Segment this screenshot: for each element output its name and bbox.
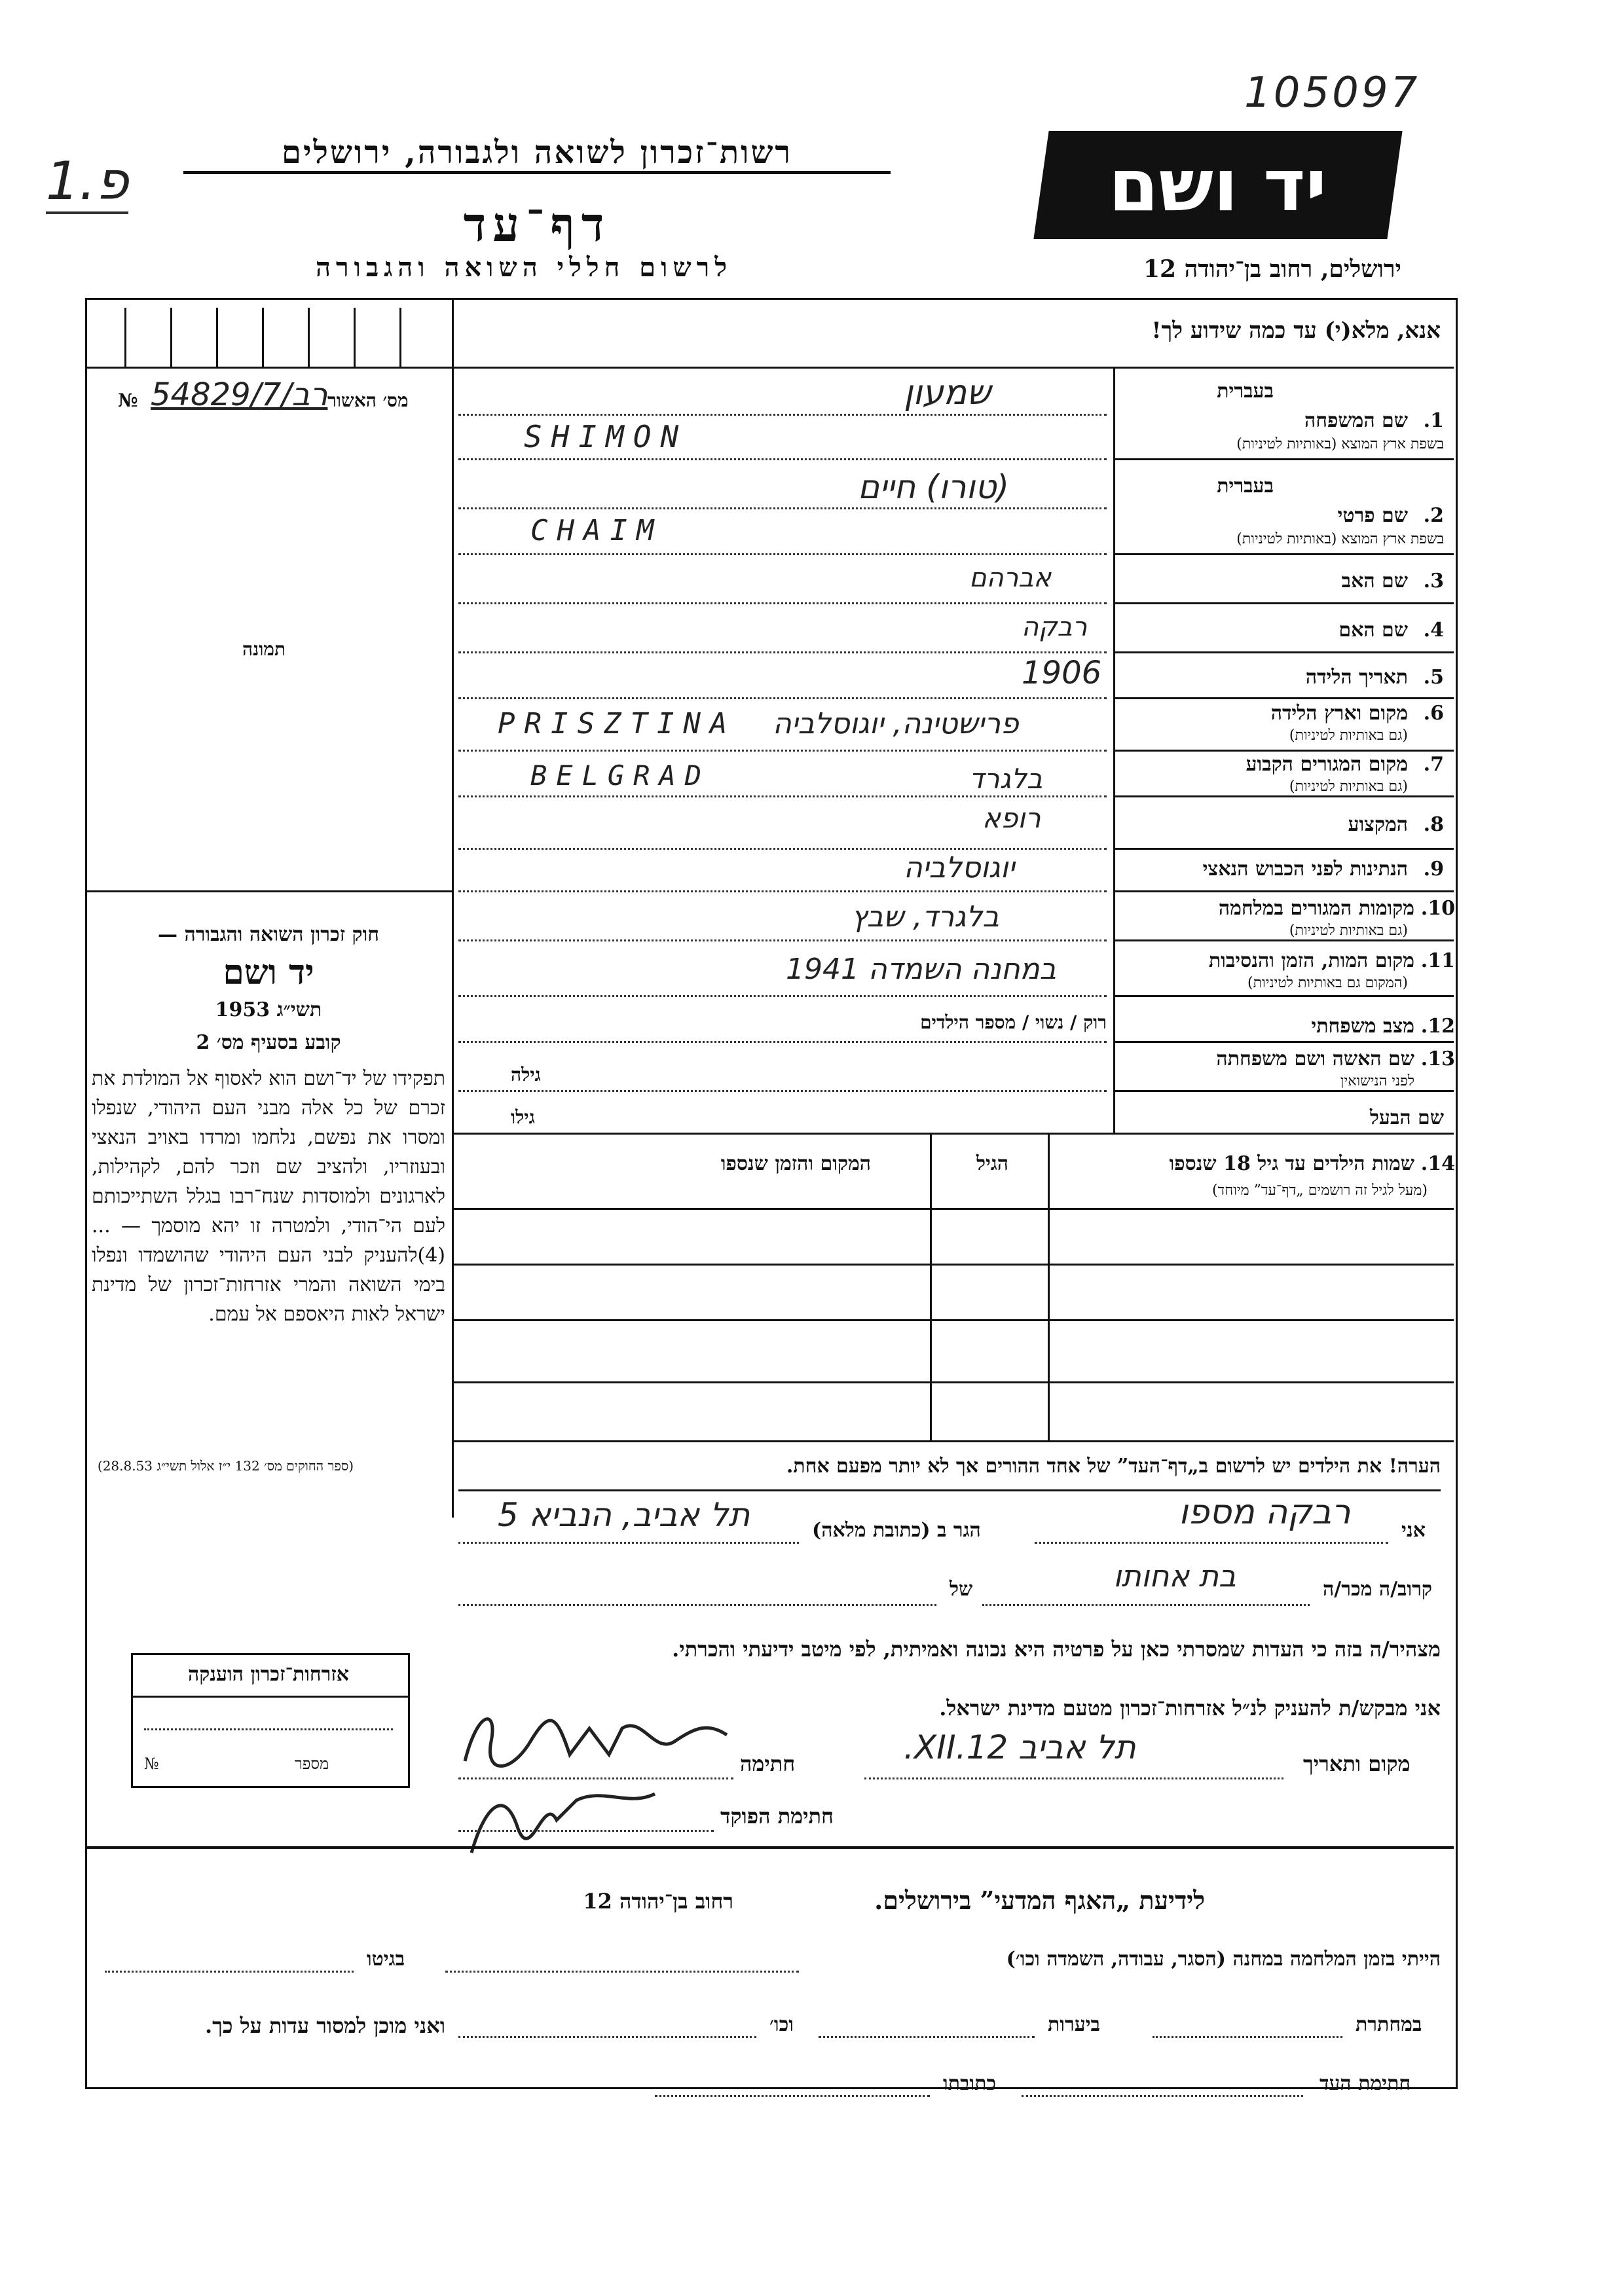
- field-8-value[interactable]: רופא: [982, 802, 1041, 834]
- field-10-label: מקומות המגורים במלחמה: [1218, 897, 1414, 920]
- husband-label: שם הבעל: [1369, 1106, 1444, 1129]
- field-1-heb-tag: בעברית: [1217, 380, 1274, 403]
- field-11-label: מקום המות, הזמן והנסיבות: [1208, 949, 1414, 972]
- field-1-label: שם המשפחה: [1304, 409, 1408, 432]
- field-7-sub: (גם באותיות לטיניות): [1289, 778, 1408, 795]
- field-13-num: 13.: [1420, 1048, 1455, 1070]
- archive-number: 105097: [1244, 69, 1420, 117]
- field-3-num: 3.: [1423, 570, 1444, 592]
- law-text: תפקידו של יד־ושם הוא לאסוף אל המולדת את זכרם של כל אלה מבני העם היהודי, שנפלו ומסרו את נפשם, נלחמו ומרדו באויב הנאצי ובעוזריו, ולהציב שם וזכר להם, לקהילות, לארגונים ולמוסדות שנח־רבו בגלל השתייכותם לעם הי־הודי, ולמטרה זו יהא מוסמך — ...(4)להעניק לבני העם היהודי שהושמדו ונפלו בימי השואה והמרי אזרחות־זכרון של מדינת ישראל לאות היאספם אל עמם.: [92, 1067, 445, 1326]
- declarant-relative-label: קרוב/ה מכר/ה: [1323, 1578, 1432, 1601]
- declarant-name[interactable]: רבקה מספו: [1179, 1493, 1351, 1532]
- declarant-address[interactable]: תל אביב, הנביא 5: [498, 1496, 750, 1534]
- field-2-label: שם פרטי: [1337, 504, 1408, 527]
- header-address: ירושלים, רחוב בן־יהודה 12: [1143, 255, 1401, 283]
- cert-value: 54829/רב/7: [151, 376, 328, 413]
- field-3-value[interactable]: אברהם: [969, 563, 1052, 593]
- field-2-heb-value[interactable]: (טורו) חיים: [858, 468, 1010, 506]
- yad-vashem-logo: [1033, 131, 1402, 239]
- law-title: חוק זכרון השואה והגבורה —: [158, 923, 379, 946]
- cert-label: מס׳ האשור: [327, 390, 409, 411]
- field-8-num: 8.: [1423, 813, 1444, 836]
- field-6-num: 6.: [1423, 702, 1444, 725]
- bottom-address: רחוב בן־יהודה 12: [583, 1889, 733, 1914]
- law-name: יד ושם: [223, 953, 314, 993]
- field-9-value[interactable]: יוגוסלביה: [904, 851, 1015, 884]
- children-sub: (מעל לגיל זה רושמים „דף־עד” מיוחד): [1212, 1182, 1428, 1199]
- field-12-num: 12.: [1420, 1015, 1455, 1038]
- law-clause: קובע בסעיף מס׳ 2: [196, 1031, 341, 1054]
- request-text: אני מבקש/ת להעניק לנ״ל אזרחות־זכרון מטעם מדינת ישראל.: [939, 1696, 1441, 1721]
- form-subtitle: לרשום חללי השואה והגבורה: [315, 252, 733, 283]
- bottom-line3-a: חתימת העד: [1320, 2072, 1411, 2095]
- children-num: 14.: [1420, 1152, 1455, 1175]
- field-3-label: שם האב: [1341, 570, 1408, 592]
- bottom-line2-b: ביערות: [1048, 2013, 1101, 2036]
- field-6-label: מקום וארץ הלידה: [1270, 702, 1408, 725]
- field-11-sub: (המקום גם באותיות לטיניות): [1247, 975, 1408, 991]
- field-10-sub: (גם באותיות לטיניות): [1289, 922, 1408, 939]
- field-13-label: שם האשה ושם משפחתה: [1216, 1048, 1414, 1070]
- field-6-value[interactable]: פרישטינה, יוגוסלביה: [773, 707, 1019, 740]
- bottom-line1-b: בגיטו: [367, 1948, 405, 1971]
- field-9-label: הנתינות לפני הכבוש הנאצי: [1202, 858, 1408, 881]
- husband-value: גילו: [511, 1106, 535, 1128]
- field-1-heb-value[interactable]: שמעון: [904, 373, 991, 412]
- children-col-place: המקום והזמן שנספו: [720, 1152, 871, 1175]
- field-4-label: שם האם: [1338, 619, 1408, 642]
- field-5-label: תאריך הלידה: [1305, 666, 1408, 689]
- field-7-value[interactable]: בלגרד: [969, 763, 1043, 795]
- citizenship-title: אזרחות־זכרון הוענקה: [187, 1663, 350, 1686]
- field-9-num: 9.: [1423, 858, 1444, 881]
- signature-label: חתימה: [740, 1751, 796, 1776]
- cert-prefix: №: [118, 390, 138, 411]
- field-1-sub: בשפת ארץ המוצא (באותיות לטיניות): [1236, 436, 1444, 452]
- children-col-age: הגיל: [976, 1152, 1008, 1175]
- field-7-num: 7.: [1423, 753, 1444, 776]
- declarant-shel-label: של: [950, 1578, 973, 1601]
- field-6-latin-value[interactable]: PRISZTINA: [498, 707, 737, 740]
- field-10-value[interactable]: בלגרד, שבץ: [851, 900, 999, 934]
- logo-text: יד ושם: [1109, 143, 1327, 227]
- field-2-sub: בשפת ארץ המוצא (באותיות לטיניות): [1236, 531, 1444, 547]
- officer-signature: [458, 1768, 668, 1866]
- header-authority: רשות־זכרון לשואה ולגבורה, ירושלים: [183, 134, 891, 174]
- field-2-latin-value[interactable]: CHAIM: [530, 514, 663, 547]
- field-6-sub: (גם באותיות לטיניות): [1289, 727, 1408, 744]
- bottom-line2-d: ואני מוכן למסור עדות על כך.: [204, 2013, 445, 2038]
- field-2-num: 2.: [1423, 504, 1444, 527]
- field-7-latin-value[interactable]: BELGRAD: [530, 759, 711, 792]
- photo-label: תמונה: [242, 638, 286, 660]
- bottom-line2-c: וכו׳: [769, 2013, 794, 2036]
- field-10-num: 10.: [1420, 897, 1455, 920]
- citizenship-number-prefix: №: [144, 1755, 159, 1773]
- law-year: תשי״ג 1953: [215, 998, 322, 1021]
- bottom-title: לידיעת „האגף המדעי” בירושלים.: [874, 1886, 1205, 1915]
- field-12-label: מצב משפחתי: [1311, 1015, 1414, 1038]
- instruction: אנא, מלא(י) עד כמה שידוע לך!: [1151, 318, 1441, 344]
- field-4-num: 4.: [1423, 619, 1444, 642]
- field-2-heb-tag: בעברית: [1217, 475, 1274, 498]
- officer-label: חתימת הפוקד: [720, 1804, 834, 1829]
- field-12-value: רוק / נשוי / מספר הילדים: [920, 1011, 1107, 1033]
- note: הערה! את הילדים יש לרשום ב„דף־העד” של אחד ההורים אך לא יותר מפעם אחת.: [458, 1444, 1441, 1491]
- field-8-label: המקצוע: [1348, 813, 1408, 836]
- field-11-value[interactable]: במחנה השמדה 1941: [786, 953, 1056, 986]
- declarant-lives-label: הגר ב (כתובת מלאה): [812, 1519, 981, 1542]
- place-date-label: מקום ותאריך: [1303, 1751, 1411, 1776]
- field-1-num: 1.: [1423, 409, 1444, 432]
- margin-note: פ.1: [46, 151, 128, 214]
- field-5-num: 5.: [1423, 666, 1444, 689]
- declarant-ani-label: אני: [1401, 1519, 1426, 1542]
- form-title: דף־עד: [463, 196, 611, 252]
- field-1-latin-value[interactable]: SHIMON: [524, 419, 688, 454]
- field-7-label: מקום המגורים הקבוע: [1246, 753, 1408, 776]
- bottom-line1-a: הייתי בזמן המלחמה במחנה (הסגר, עבודה, השמדה וכו׳): [1006, 1948, 1441, 1971]
- field-13-value: גילה: [511, 1064, 541, 1085]
- bottom-line3-b: כתובתו: [943, 2072, 997, 2095]
- field-11-num: 11.: [1420, 949, 1455, 972]
- declarant-relative-value[interactable]: בת אחותו: [1113, 1558, 1236, 1594]
- children-label: שמות הילדים עד גיל 18 שנספו: [1169, 1152, 1414, 1175]
- law-ref: (ספר החוקים מס׳ 132 י״ז אלול תשי״ג 28.8.53): [97, 1458, 354, 1474]
- field-4-value[interactable]: רבקה: [1022, 612, 1088, 642]
- citizenship-number-label: מספר: [295, 1755, 329, 1773]
- field-13-sub: לפני הנישואין: [1340, 1073, 1414, 1089]
- field-5-value[interactable]: 1906: [1022, 655, 1102, 691]
- declaration-text: מצהיר/ה בזה כי העדות שמסרתי כאן על פרטיה היא נכונה ואמיתית, לפי מיטב ידיעתי והכרתי.: [672, 1637, 1441, 1662]
- place-date-value[interactable]: תל אביב 12.XII.: [904, 1728, 1136, 1766]
- bottom-line2-a: במחתרת: [1356, 2013, 1422, 2036]
